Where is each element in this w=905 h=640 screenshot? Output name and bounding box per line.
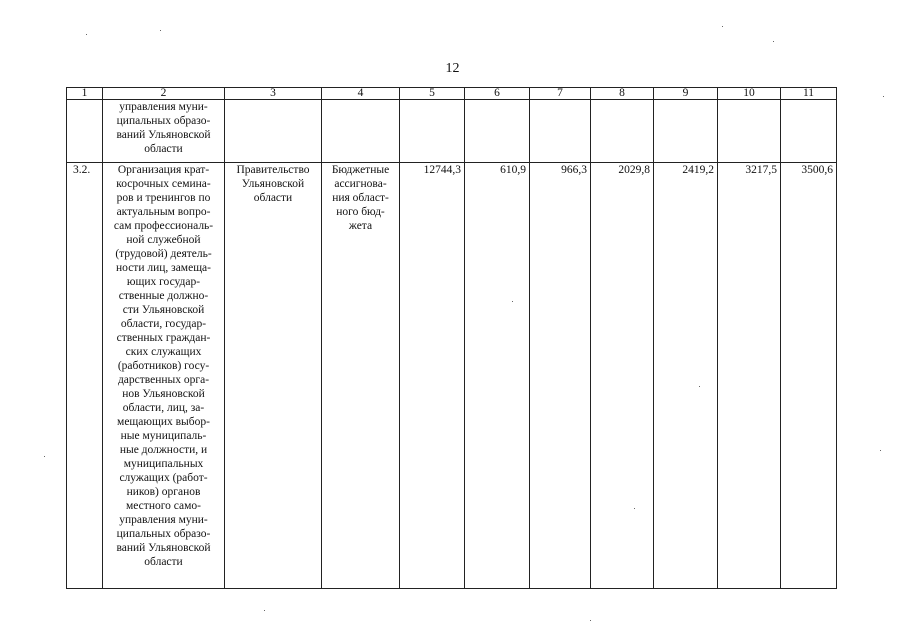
- table-row-3-2: [67, 163, 837, 589]
- text-line: ников) органов: [126, 486, 201, 498]
- header-cell: 8: [591, 88, 654, 100]
- text-line: области, государ-: [120, 318, 207, 330]
- continuation-row: [67, 100, 837, 163]
- scan-speck: [86, 34, 87, 35]
- cont-cell-7: [530, 100, 591, 163]
- header-cell: 4: [322, 88, 400, 100]
- scan-speck: [160, 30, 161, 31]
- cont-cell-1: [67, 100, 103, 163]
- text-line: управления муни-: [119, 101, 208, 113]
- value-year-4: 2419,2: [654, 163, 718, 589]
- header-cell: 7: [530, 88, 591, 100]
- value-year-6: 3500,6: [781, 163, 837, 589]
- text-line: косрочных семина-: [116, 178, 211, 190]
- value-total: 12744,3: [400, 163, 465, 589]
- text-line: (трудовой) деятель-: [115, 248, 212, 260]
- text-line: области: [144, 143, 183, 155]
- scan-speck: [699, 386, 700, 387]
- scan-speck: [773, 41, 774, 42]
- text-line: ные муниципаль-: [120, 430, 207, 442]
- cont-cell-9: [654, 100, 718, 163]
- text-line: актуальным вопро-: [116, 206, 211, 218]
- cont-cell-3: [225, 100, 322, 163]
- header-cell: 5: [400, 88, 465, 100]
- text-line: ров и тренингов по: [116, 192, 211, 204]
- text-line: жета: [348, 220, 373, 232]
- text-line: сти Ульяновской: [122, 304, 205, 316]
- page-number: 12: [445, 61, 460, 76]
- scan-speck: [880, 450, 881, 451]
- text-line: ности лиц, замеща-: [116, 262, 211, 274]
- text-line: ния област-: [332, 192, 389, 204]
- scan-speck: [264, 610, 265, 611]
- scan-speck: [634, 508, 635, 509]
- text-line: области, лиц, за-: [122, 402, 205, 414]
- activity-description: [103, 163, 225, 589]
- text-line: ного бюд-: [336, 206, 385, 218]
- header-cell: 3: [225, 88, 322, 100]
- budget-table: [66, 87, 837, 589]
- text-line: Организация крат-: [117, 164, 210, 176]
- funding-source: [322, 163, 400, 589]
- header-cell: 10: [718, 88, 781, 100]
- text-line: муниципальных: [123, 458, 204, 470]
- value-year-2: 966,3: [530, 163, 591, 589]
- scan-speck: [590, 620, 591, 621]
- row-number: 3.2.: [67, 163, 103, 589]
- text-line: сам профессиональ-: [113, 220, 214, 232]
- cont-cell-11: [781, 100, 837, 163]
- text-line: ваний Ульяновской: [116, 129, 211, 141]
- scan-speck: [883, 96, 884, 97]
- header-cell: 11: [781, 88, 837, 100]
- cont-description-cell: [103, 100, 225, 163]
- text-line: Правительство: [236, 164, 310, 176]
- text-line: ассигнова-: [334, 178, 387, 190]
- text-line: ственные должно-: [118, 290, 209, 302]
- header-cell: 9: [654, 88, 718, 100]
- text-line: ной служебной: [126, 234, 201, 246]
- cont-cell-10: [718, 100, 781, 163]
- cont-description-lines: [106, 100, 221, 156]
- value-year-5: 3217,5: [718, 163, 781, 589]
- text-line: ющих государ-: [126, 276, 201, 288]
- text-line: Бюджетные: [331, 164, 390, 176]
- text-line: ваний Ульяновской: [116, 542, 211, 554]
- header-cell: 1: [67, 88, 103, 100]
- text-line: мещающих выбор-: [117, 416, 210, 428]
- header-cell: 2: [103, 88, 225, 100]
- cont-cell-4: [322, 100, 400, 163]
- text-line: служащих (работ-: [119, 472, 208, 484]
- text-line: Ульяновской: [241, 178, 305, 190]
- scan-speck: [44, 456, 45, 457]
- text-line: (работников) госу-: [117, 360, 210, 372]
- text-line: ципальных образо-: [116, 115, 211, 127]
- text-line: ципальных образо-: [116, 528, 211, 540]
- text-line: области: [144, 556, 183, 568]
- cont-cell-6: [465, 100, 530, 163]
- value-year-3: 2029,8: [591, 163, 654, 589]
- text-line: ные должности, и: [119, 444, 208, 456]
- header-cell: 6: [465, 88, 530, 100]
- scan-speck: [512, 301, 513, 302]
- text-line: нов Ульяновской: [122, 388, 205, 400]
- header-row: [67, 88, 837, 100]
- text-line: управления муни-: [119, 514, 208, 526]
- value-year-1: 610,9: [465, 163, 530, 589]
- scan-speck: [722, 26, 723, 27]
- text-line: ских служащих: [125, 346, 202, 358]
- text-line: местного само-: [126, 500, 201, 512]
- cont-cell-5: [400, 100, 465, 163]
- executor: [225, 163, 322, 589]
- text-line: ственных граждан-: [116, 332, 211, 344]
- text-line: области: [253, 192, 293, 204]
- text-line: дарственных орга-: [117, 374, 210, 386]
- cont-cell-8: [591, 100, 654, 163]
